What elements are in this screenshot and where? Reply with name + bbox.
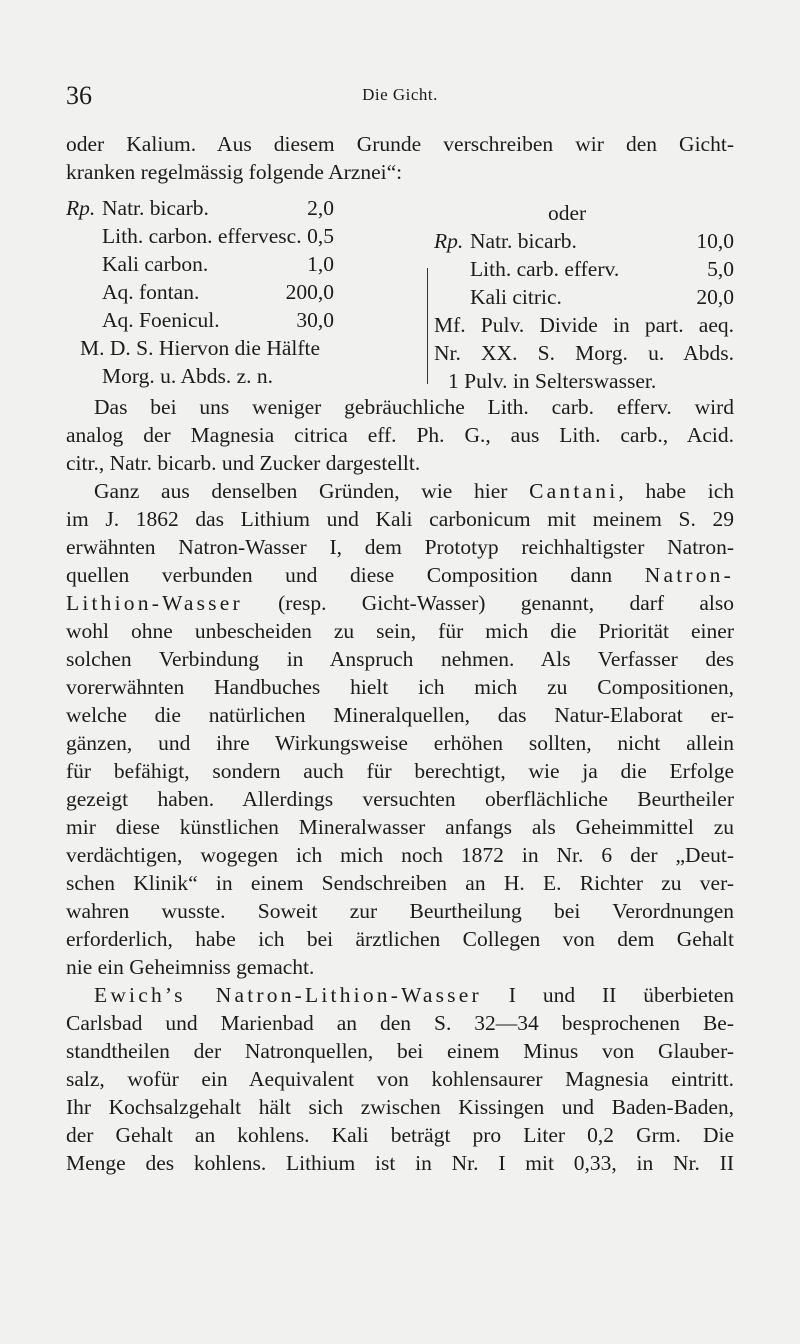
text-line <box>66 593 734 615</box>
ingredient-name: Aq. Foenicul. <box>102 308 220 332</box>
text-line <box>94 985 734 1007</box>
text-line: schen Klinik“ in einem Sendschreiben an H. E. Richter zu ver- <box>66 871 734 895</box>
instruction-line: Nr. XX. S. Morg. u. Abds. <box>434 341 734 365</box>
ingredient-name: Aq. fontan. <box>102 280 200 304</box>
instruction-line: 1 Pulv. in Selterswasser. <box>448 369 657 393</box>
intro-line: oder Kalium. Aus diesem Grunde verschreiben wir den Gicht- <box>66 132 734 156</box>
ingredient-amount: 10,0 <box>696 229 734 253</box>
ingredient-name: Kali citric. <box>470 285 562 309</box>
text-run: quellen verbunden und diese Composition dann <box>66 563 645 587</box>
text-line: Menge des kohlens. Lithium ist in Nr. I mit 0,33, in Nr. II <box>66 1151 734 1175</box>
text-line: im J. 1862 das Lithium und Kali carbonicum mit meinem S. 29 <box>66 507 734 531</box>
text-line: der Gehalt an kohlens. Kali beträgt pro Liter 0,2 Grm. Die <box>66 1123 734 1147</box>
instruction-line: Morg. u. Abds. z. n. <box>102 364 274 388</box>
running-title: Die Gicht. <box>362 85 438 104</box>
ingredient-amount: 5,0 <box>707 257 734 281</box>
rx-symbol: Rp. <box>434 229 464 253</box>
text-line: vorerwähnten Handbuches hielt ich mich zu Compositionen, <box>66 675 734 699</box>
text-line <box>94 481 734 503</box>
text-line: wohl ohne unbescheiden zu sein, für mich die Priorität einer <box>66 619 734 643</box>
text-line: erforderlich, habe ich bei ärztlichen Collegen von dem Gehalt <box>66 927 734 951</box>
text-run: I und II überbieten <box>481 983 734 1007</box>
text-line: solchen Verbindung in Anspruch nehmen. Als Verfasser des <box>66 647 734 671</box>
ingredient-amount: 200,0 <box>285 280 334 304</box>
text-run: (resp. Gicht-Wasser) genannt, darf also <box>242 591 734 615</box>
ingredient-amount: 30,0 <box>296 308 334 332</box>
ingredient-name: Lith. carbon. effervesc. <box>102 224 302 248</box>
spaced-name: Ewich’s Natron-Lithion-Wasser <box>94 983 482 1007</box>
oder-label: oder <box>548 201 587 225</box>
instruction-line: M. D. S. Hiervon die Hälfte <box>80 336 321 360</box>
intro-line: kranken regelmässig folgende Arznei“: <box>66 160 403 184</box>
text-line: gezeigt haben. Allerdings versuchten oberflächliche Beurtheiler <box>66 787 734 811</box>
text-line: Carlsbad und Marienbad an den S. 32—34 besprochenen Be- <box>66 1011 734 1035</box>
ingredient-amount: 1,0 <box>307 252 334 276</box>
spaced-name: Lithion-Wasser <box>66 591 243 615</box>
text-line: mir diese künstlichen Mineralwasser anfangs als Geheimmittel zu <box>66 815 734 839</box>
text-run: Ganz aus denselben Gründen, wie hier <box>94 479 530 503</box>
text-line: wahren wusste. Soweit zur Beurtheilung bei Verordnungen <box>66 899 734 923</box>
ingredient-name: Lith. carb. efferv. <box>470 257 620 281</box>
text-line: citr., Natr. bicarb. und Zucker dargestellt. <box>66 451 421 475</box>
text-line: standtheilen der Natronquellen, bei einem Minus von Glauber- <box>66 1039 734 1063</box>
text-line: nie ein Geheimniss gemacht. <box>66 955 315 979</box>
text-line: erwähnten Natron-Wasser I, dem Prototyp reichhaltigster Natron- <box>66 535 734 559</box>
text-line: Das bei uns weniger gebräuchliche Lith. carb. efferv. wird <box>94 395 734 419</box>
ingredient-name: Natr. bicarb. <box>470 229 577 253</box>
text-line: Ihr Kochsalzgehalt hält sich zwischen Kissingen und Baden-Baden, <box>66 1095 734 1119</box>
text-line: verdächtigen, wogegen ich mich noch 1872 in Nr. 6 der „Deut- <box>66 843 734 867</box>
text-line: salz, wofür ein Aequivalent von kohlensaurer Magnesia eintritt. <box>66 1067 734 1091</box>
text-line: gänzen, und ihre Wirkungsweise erhöhen sollten, nicht allein <box>66 731 734 755</box>
instruction-line: Mf. Pulv. Divide in part. aeq. <box>434 313 734 337</box>
spaced-name: Natron- <box>644 563 734 587</box>
rx-symbol: Rp. <box>66 196 96 220</box>
ingredient-name: Natr. bicarb. <box>102 196 209 220</box>
text-line: für befähigt, sondern auch für berechtigt, wie ja die Erfolge <box>66 759 734 783</box>
spaced-name: Cantani <box>529 479 619 503</box>
ingredient-amount: 2,0 <box>307 196 334 220</box>
text-line: analog der Magnesia citrica eff. Ph. G., aus Lith. carb., Acid. <box>66 423 734 447</box>
ingredient-amount: 20,0 <box>696 285 734 309</box>
text-line <box>66 565 734 587</box>
text-run: , habe ich <box>618 479 734 503</box>
page-number: 36 <box>66 81 92 110</box>
text-line: welche die natürlichen Mineralquellen, das Natur-Elaborat er- <box>66 703 734 727</box>
ingredient-name: Kali carbon. <box>102 252 209 276</box>
ingredient-amount: 0,5 <box>307 224 334 248</box>
prescription-right <box>434 203 754 403</box>
prescription-divider <box>427 268 428 384</box>
prescription-left <box>66 198 426 398</box>
